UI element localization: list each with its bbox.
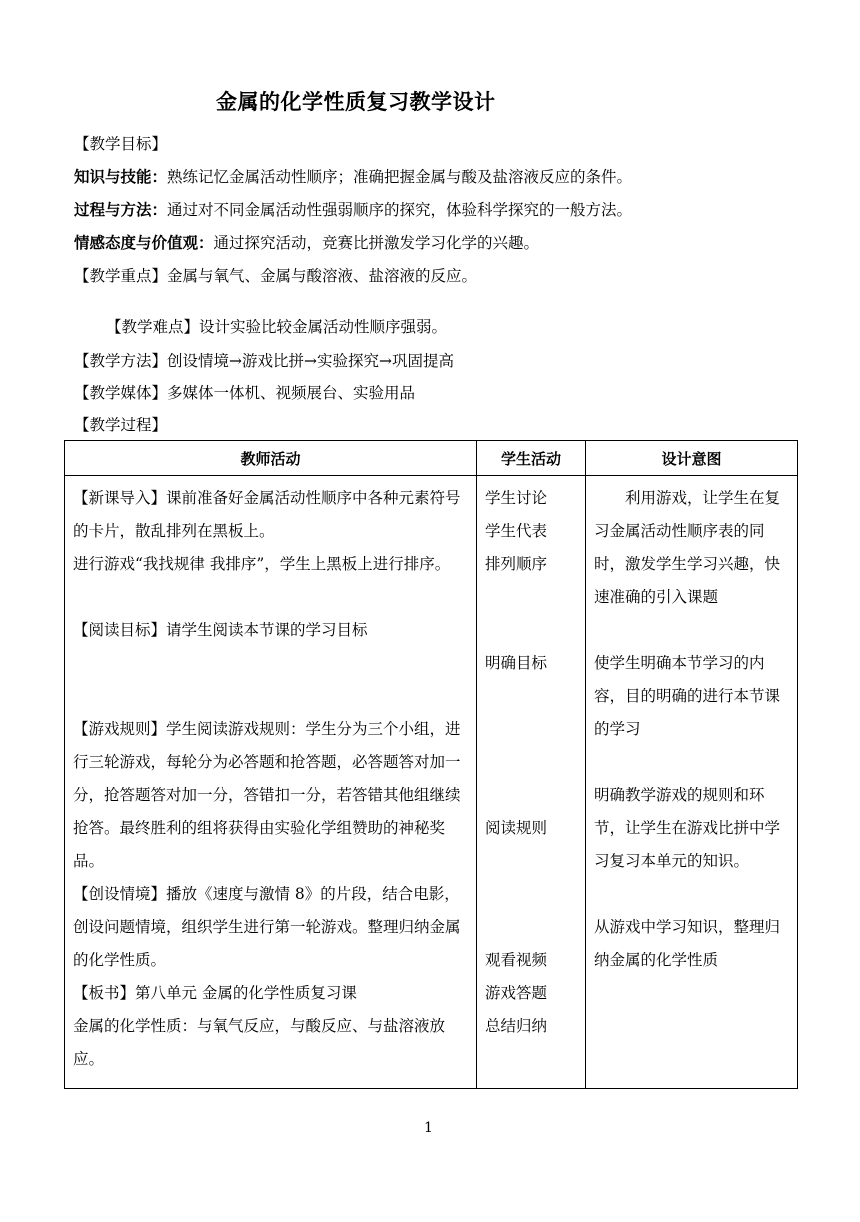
teacher-item-rules: 【游戏规则】学生阅读游戏规则：学生分为三个小组，进行三轮游戏，每轮分为必答题和抢答题，必答题答对加一分，抢答题答对加一分，答错扣一分，若答错其他组继续抢答。最终胜利的组将获得由实验化学组赞助的神秘奖品。	[73, 720, 461, 870]
header-intent: 设计意图	[586, 441, 798, 476]
header-student: 学生活动	[477, 441, 586, 476]
intent-item-rules: 明确教学游戏的规则和环节，让学生在游戏比拼中学习复习本单元的知识。	[594, 786, 781, 870]
intent-item-properties: 从游戏中学习知识，整理归纳金属的化学性质	[594, 918, 781, 969]
knowledge-line	[74, 166, 632, 188]
student-item: 阅读规则	[485, 819, 548, 837]
knowledge-text: 熟练记忆金属活动性顺序；准确把握金属与酸及盐溶液反应的条件。	[167, 168, 633, 186]
student-item: 排列顺序	[485, 555, 548, 573]
focus-line: 【教学重点】金属与氧气、金属与酸溶液、盐溶液的反应。	[74, 267, 478, 285]
teacher-item-game: 进行游戏“我找规律 我排序”，学生上黑板上进行排序。	[73, 555, 451, 573]
process-header: 【教学过程】	[74, 416, 168, 434]
emotion-text: 通过探究活动，竞赛比拼激发学习化学的兴趣。	[213, 234, 540, 252]
process-label: 过程与方法：	[74, 201, 168, 219]
intent-item-intro: 利用游戏，让学生在复习金属活动性顺序表的同时，激发学生学习兴趣，快速准确的引入课题	[594, 489, 781, 606]
student-item: 学生讨论	[485, 489, 548, 507]
student-item: 明确目标	[485, 654, 548, 672]
table-row	[65, 476, 798, 1089]
student-item: 观看视频	[485, 951, 548, 969]
page-number: 1	[424, 1120, 433, 1136]
header-teacher: 教师活动	[65, 441, 477, 476]
intent-item-goals: 使学生明确本节学习的内容，目的明确的进行本节课的学习	[594, 654, 781, 738]
process-text: 通过对不同金属活动性强弱顺序的探究，体验科学探究的一般方法。	[167, 201, 633, 219]
emotion-label: 情感态度与价值观：	[74, 234, 214, 252]
difficulty-line: 【教学难点】设计实验比较金属活动性顺序强弱。	[106, 318, 448, 336]
objectives-header: 【教学目标】	[74, 135, 168, 153]
knowledge-label: 知识与技能：	[74, 168, 168, 186]
method-line: 【教学方法】创设情境→游戏比拼→实验探究→巩固提高	[74, 352, 454, 370]
teacher-item-properties: 金属的化学性质：与氧气反应，与酸反应、与盐溶液放应。	[73, 1017, 446, 1068]
teacher-item-board: 【板书】第八单元 金属的化学性质复习课	[73, 984, 357, 1002]
student-item: 学生代表	[485, 522, 548, 540]
page-title: 金属的化学性质复习教学设计	[216, 90, 496, 114]
student-item: 游戏答题	[485, 984, 548, 1002]
table-header-row	[65, 441, 798, 476]
process-line	[74, 199, 632, 221]
student-activity-cell	[477, 476, 586, 1089]
teacher-activity-cell	[65, 476, 477, 1089]
student-item: 总结归纳	[485, 1017, 548, 1035]
emotion-line	[74, 232, 539, 254]
design-intent-cell	[586, 476, 798, 1089]
teacher-item-scenario: 【创设情境】播放《速度与激情 8》的片段，结合电影，创设问题情境，组织学生进行第一轮游戏。整理归纳金属的化学性质。	[73, 885, 461, 969]
teacher-item-intro: 【新课导入】课前准备好金属活动性顺序中各种元素符号的卡片，散乱排列在黑板上。	[73, 489, 461, 540]
media-line: 【教学媒体】多媒体一体机、视频展台、实验用品	[74, 384, 416, 402]
lesson-table	[64, 440, 798, 1089]
teacher-item-read-goals: 【阅读目标】请学生阅读本节课的学习目标	[73, 621, 368, 639]
